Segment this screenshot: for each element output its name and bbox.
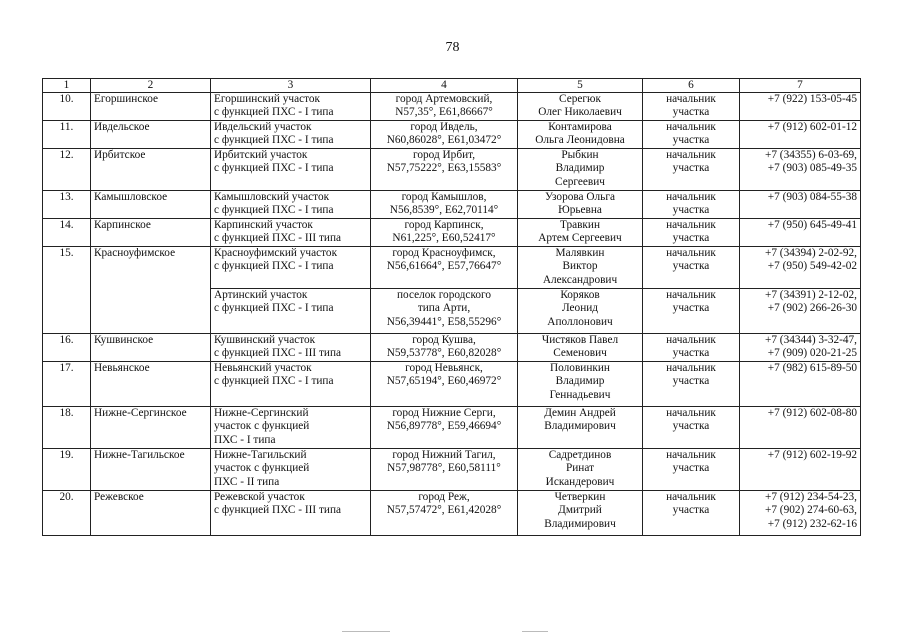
header-col-2: 2 <box>91 79 211 93</box>
head-line: Владимир <box>555 162 605 175</box>
head-line: Демин Андрей <box>544 407 616 419</box>
header-col-5: 5 <box>518 79 643 93</box>
position-line: начальник <box>666 289 716 301</box>
phones-line: +7 (34394) 2-02-92, <box>764 247 857 259</box>
row-number-cell: 20. <box>43 491 91 536</box>
position-line: начальник <box>666 362 716 374</box>
district-cell: Ивдельское <box>91 121 211 149</box>
phones-line: +7 (34344) 3-32-47, <box>764 334 857 346</box>
phones-cell <box>740 289 861 334</box>
location-line: N57,65194°, E60,46972° <box>386 375 502 388</box>
unit-line: Ивдельский участок <box>214 121 312 133</box>
phones-cell <box>740 121 861 149</box>
registry-table <box>42 78 861 536</box>
location-line: N61,225°, E60,52417° <box>392 232 496 245</box>
unit-line: Артинский участок <box>214 289 308 301</box>
district-cell: Красноуфимское <box>91 247 211 334</box>
location-line: N57,98778°, E60,58111° <box>387 462 501 475</box>
unit-line: участок с функцией <box>214 462 310 475</box>
table-row <box>43 449 861 491</box>
district-cell: Камышловское <box>91 191 211 219</box>
unit-cell <box>211 149 371 191</box>
phones-line: +7 (950) 645-49-41 <box>767 219 857 231</box>
position-line: начальник <box>666 93 716 105</box>
table-row <box>43 491 861 536</box>
row-number-cell: 11. <box>43 121 91 149</box>
head-cell <box>518 362 643 407</box>
unit-line: с функцией ПХС - I типа <box>214 260 334 273</box>
phones-line: +7 (909) 020-21-25 <box>767 347 857 360</box>
unit-line: Ирбитский участок <box>214 149 308 161</box>
district-cell: Егоршинское <box>91 93 211 121</box>
head-cell <box>518 149 643 191</box>
position-line: участка <box>672 260 710 273</box>
position-cell <box>643 289 740 334</box>
phones-cell <box>740 334 861 362</box>
row-number-cell: 18. <box>43 407 91 449</box>
header-col-1: 1 <box>43 79 91 93</box>
position-line: участка <box>672 420 710 433</box>
head-line: Половинкин <box>550 362 610 374</box>
location-line: N56,8539°, E62,70114° <box>389 204 499 217</box>
unit-cell <box>211 93 371 121</box>
unit-cell <box>211 362 371 407</box>
position-cell <box>643 449 740 491</box>
position-cell <box>643 334 740 362</box>
head-line: Геннадьевич <box>549 388 611 401</box>
table-row <box>43 93 861 121</box>
district-cell: Кушвинское <box>91 334 211 362</box>
location-line: город Реж, <box>418 491 470 503</box>
position-line: начальник <box>666 449 716 461</box>
phones-cell <box>740 407 861 449</box>
row-number-cell: 10. <box>43 93 91 121</box>
location-cell <box>371 449 518 491</box>
location-line: город Нижние Серги, <box>392 407 496 419</box>
head-line: Артем Сергеевич <box>538 232 622 245</box>
phones-line: +7 (902) 274-60-63, <box>764 504 857 517</box>
unit-line: Красноуфимский участок <box>214 247 338 259</box>
head-line: Дмитрий <box>558 504 602 517</box>
unit-line: Невьянский участок <box>214 362 312 374</box>
head-cell <box>518 121 643 149</box>
scan-mark <box>342 631 390 632</box>
unit-line: с функцией ПХС - III типа <box>214 504 342 517</box>
district-cell: Нижне-Сергинское <box>91 407 211 449</box>
location-line: N56,39441°, E58,55296° <box>386 315 502 328</box>
unit-cell <box>211 289 371 334</box>
unit-cell <box>211 334 371 362</box>
head-line: Сергеевич <box>555 175 605 188</box>
row-number-cell: 12. <box>43 149 91 191</box>
location-cell <box>371 362 518 407</box>
position-line: участка <box>672 134 710 147</box>
unit-line: ПХС - I типа <box>214 433 276 446</box>
location-line: N56,89778°, E59,46694° <box>386 420 502 433</box>
head-cell <box>518 219 643 247</box>
table-body <box>43 93 861 536</box>
row-number-cell: 19. <box>43 449 91 491</box>
unit-line: с функцией ПХС - I типа <box>214 375 334 388</box>
table-row <box>43 121 861 149</box>
unit-line: с функцией ПХС - I типа <box>214 134 334 147</box>
location-cell <box>371 219 518 247</box>
head-cell <box>518 407 643 449</box>
position-cell <box>643 149 740 191</box>
phones-cell <box>740 149 861 191</box>
position-line: начальник <box>666 149 716 161</box>
head-cell <box>518 334 643 362</box>
phones-line: +7 (950) 549-42-02 <box>767 260 857 273</box>
phones-line: +7 (922) 153-05-45 <box>767 93 857 105</box>
header-col-4: 4 <box>371 79 518 93</box>
table-row <box>43 407 861 449</box>
location-cell <box>371 121 518 149</box>
unit-line: ПХС - II типа <box>214 475 280 488</box>
location-line: город Ирбит, <box>412 149 476 161</box>
head-cell <box>518 191 643 219</box>
unit-line: Нижне-Тагильский <box>214 449 307 461</box>
scan-mark <box>522 631 548 632</box>
head-line: Рыбкин <box>561 149 599 161</box>
row-number-cell: 17. <box>43 362 91 407</box>
unit-cell <box>211 219 371 247</box>
position-cell <box>643 491 740 536</box>
position-cell <box>643 407 740 449</box>
location-line: N57,35°, E61,86667° <box>395 106 493 119</box>
head-line: Четверкин <box>554 491 606 503</box>
location-line: типа Арти, <box>417 302 471 315</box>
phones-cell <box>740 362 861 407</box>
position-line: начальник <box>666 247 716 259</box>
head-cell <box>518 289 643 334</box>
head-cell <box>518 247 643 289</box>
table-row <box>43 191 861 219</box>
position-line: начальник <box>666 219 716 231</box>
unit-line: участок с функцией <box>214 420 310 433</box>
position-cell <box>643 93 740 121</box>
location-line: город Кушва, <box>412 334 476 346</box>
phones-line: +7 (34355) 6-03-69, <box>764 149 857 161</box>
head-line: Аполлонович <box>547 315 613 328</box>
phones-line: +7 (912) 602-19-92 <box>767 449 857 461</box>
unit-cell <box>211 191 371 219</box>
location-line: город Ивдель, <box>410 121 478 133</box>
phones-line: +7 (912) 602-08-80 <box>767 407 857 419</box>
position-cell <box>643 362 740 407</box>
head-line: Александрович <box>542 273 618 286</box>
head-line: Садретдинов <box>548 449 612 461</box>
position-line: участка <box>672 106 710 119</box>
location-line: поселок городского <box>396 289 492 301</box>
head-line: Семенович <box>553 347 607 360</box>
table-row <box>43 247 861 289</box>
position-cell <box>643 219 740 247</box>
position-cell <box>643 191 740 219</box>
row-number-cell: 14. <box>43 219 91 247</box>
head-line: Виктор <box>562 260 598 273</box>
row-number-cell: 15. <box>43 247 91 334</box>
location-line: город Невьянск, <box>405 362 483 374</box>
position-line: участка <box>672 162 710 175</box>
position-line: начальник <box>666 491 716 503</box>
phones-cell <box>740 247 861 289</box>
head-line: Узорова Ольга <box>545 191 615 203</box>
location-line: город Красноуфимск, <box>392 247 496 259</box>
unit-cell <box>211 121 371 149</box>
head-line: Олег Николаевич <box>538 106 622 119</box>
table-row <box>43 149 861 191</box>
phones-line: +7 (903) 084-55-38 <box>767 191 857 203</box>
location-cell <box>371 93 518 121</box>
location-cell <box>371 491 518 536</box>
table-row <box>43 219 861 247</box>
position-line: участка <box>672 504 710 517</box>
head-line: Леонид <box>561 302 599 315</box>
unit-line: с функцией ПХС - III типа <box>214 347 342 360</box>
unit-line: Режевской участок <box>214 491 305 503</box>
position-line: участка <box>672 347 710 360</box>
head-line: Серегюк <box>559 93 601 105</box>
phones-cell <box>740 219 861 247</box>
district-cell: Невьянское <box>91 362 211 407</box>
head-line: Ринат <box>565 462 595 475</box>
position-line: начальник <box>666 191 716 203</box>
head-cell <box>518 491 643 536</box>
table-row <box>43 334 861 362</box>
district-cell: Ирбитское <box>91 149 211 191</box>
position-line: участка <box>672 204 710 217</box>
head-line: Владимирович <box>544 517 616 530</box>
district-cell: Нижне-Тагильское <box>91 449 211 491</box>
location-line: город Карпинск, <box>404 219 484 231</box>
location-cell <box>371 334 518 362</box>
head-line: Ольга Леонидовна <box>535 134 625 147</box>
head-line: Коряков <box>560 289 600 301</box>
location-cell <box>371 247 518 289</box>
unit-cell <box>211 449 371 491</box>
location-cell <box>371 407 518 449</box>
location-line: город Камышлов, <box>401 191 487 203</box>
district-cell: Карпинское <box>91 219 211 247</box>
head-line: Владимирович <box>544 420 616 433</box>
table-row <box>43 362 861 407</box>
header-col-6: 6 <box>643 79 740 93</box>
location-cell <box>371 149 518 191</box>
phones-cell <box>740 449 861 491</box>
head-line: Контамирова <box>548 121 612 133</box>
phones-line: +7 (912) 232-62-16 <box>767 517 857 530</box>
phones-cell <box>740 191 861 219</box>
head-line: Юрьевна <box>558 204 602 217</box>
phones-line: +7 (903) 085-49-35 <box>767 162 857 175</box>
unit-line: с функцией ПХС - I типа <box>214 162 334 175</box>
unit-line: Карпинский участок <box>214 219 313 231</box>
position-cell <box>643 247 740 289</box>
position-line: участка <box>672 462 710 475</box>
unit-cell <box>211 407 371 449</box>
location-cell <box>371 191 518 219</box>
head-line: Чистяков Павел <box>541 334 619 346</box>
phones-line: +7 (912) 602-01-12 <box>767 121 857 133</box>
header-row <box>43 79 861 93</box>
phones-line: +7 (982) 615-89-50 <box>767 362 857 374</box>
header-col-3: 3 <box>211 79 371 93</box>
location-line: N59,53778°, E60,82028° <box>386 347 502 360</box>
position-line: участка <box>672 302 710 315</box>
district-cell: Режевское <box>91 491 211 536</box>
phones-line: +7 (902) 266-26-30 <box>767 302 857 315</box>
row-number-cell: 13. <box>43 191 91 219</box>
location-line: N57,57472°, E61,42028° <box>386 504 502 517</box>
head-cell <box>518 449 643 491</box>
location-line: город Нижний Тагил, <box>392 449 496 461</box>
location-line: N56,61664°, E57,76647° <box>386 260 502 273</box>
head-line: Малявкин <box>555 247 605 259</box>
location-line: город Артемовский, <box>395 93 493 105</box>
unit-line: Камышловский участок <box>214 191 330 203</box>
position-line: начальник <box>666 334 716 346</box>
position-line: участка <box>672 232 710 245</box>
head-line: Искандерович <box>545 475 615 488</box>
unit-line: Егоршинский участок <box>214 93 321 105</box>
position-line: участка <box>672 375 710 388</box>
phones-cell <box>740 491 861 536</box>
position-line: начальник <box>666 407 716 419</box>
unit-line: Нижне-Сергинский <box>214 407 309 419</box>
head-cell <box>518 93 643 121</box>
page-number: 78 <box>445 40 460 55</box>
unit-line: с функцией ПХС - I типа <box>214 106 334 119</box>
location-cell <box>371 289 518 334</box>
row-number-cell: 16. <box>43 334 91 362</box>
unit-cell <box>211 247 371 289</box>
unit-line: с функцией ПХС - I типа <box>214 302 334 315</box>
unit-line: с функцией ПХС - I типа <box>214 204 334 217</box>
unit-cell <box>211 491 371 536</box>
head-line: Травкин <box>559 219 601 231</box>
phones-line: +7 (34391) 2-12-02, <box>764 289 857 301</box>
unit-line: с функцией ПХС - III типа <box>214 232 342 245</box>
position-cell <box>643 121 740 149</box>
position-line: начальник <box>666 121 716 133</box>
phones-cell <box>740 93 861 121</box>
phones-line: +7 (912) 234-54-23, <box>764 491 857 503</box>
unit-line: Кушвинский участок <box>214 334 316 346</box>
location-line: N57,75222°, E63,15583° <box>386 162 502 175</box>
head-line: Владимир <box>555 375 605 388</box>
location-line: N60,86028°, E61,03472° <box>386 134 502 147</box>
header-col-7: 7 <box>740 79 861 93</box>
